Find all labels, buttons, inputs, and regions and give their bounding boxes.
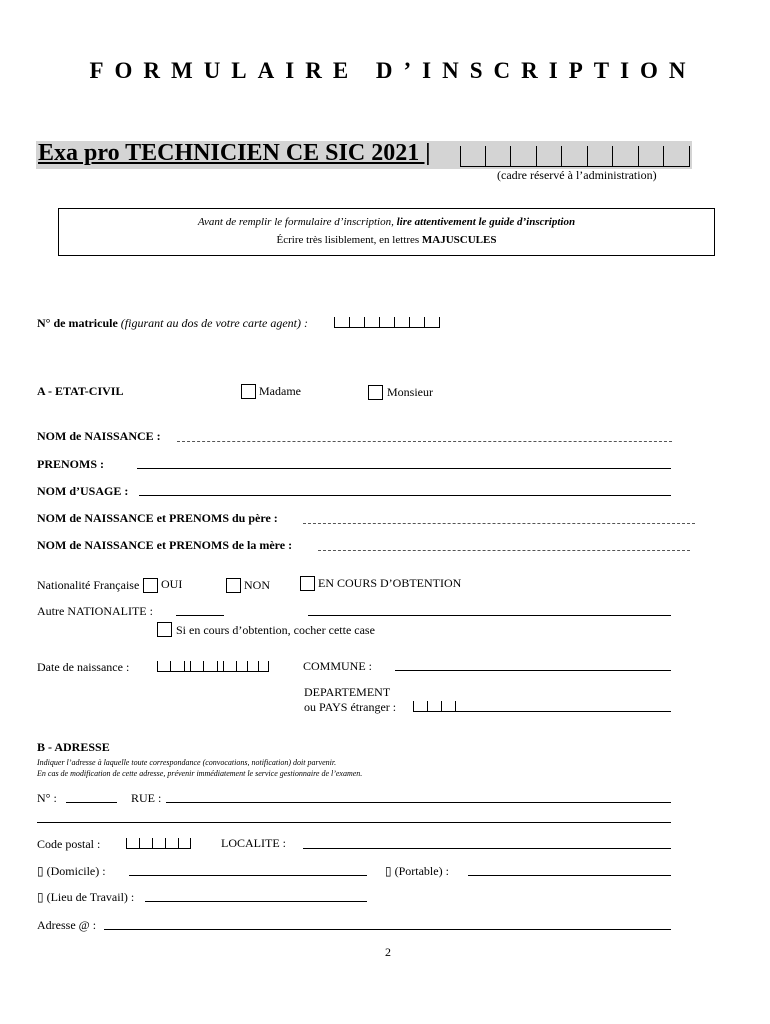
en-cours-checkbox[interactable] (300, 576, 315, 591)
pays-field[interactable] (456, 711, 671, 712)
matricule-hint: (figurant au dos de votre carte agent) : (117, 316, 308, 330)
rue-label: RUE : (131, 791, 162, 805)
lieu-travail-label (37, 890, 134, 905)
en-cours-label: EN COURS D’OBTENTION (318, 576, 462, 590)
adresse-note-1: Indiquer l’adresse à laquelle toute correspondance (convocations, notification) doit parvenir. (37, 758, 337, 767)
etat-civil-heading: A - ETAT-CIVIL (37, 384, 124, 398)
notice-emphasis: lire attentivement le guide d’inscription (396, 216, 576, 228)
nom-usage-field[interactable] (139, 495, 671, 496)
oui-checkbox[interactable] (143, 578, 158, 593)
portable-field[interactable] (468, 875, 671, 876)
localite-label: LOCALITE : (221, 836, 286, 850)
email-label: Adresse @ : (37, 918, 97, 932)
numero-field[interactable] (66, 802, 117, 803)
mobile-phone-icon: ▯ (385, 864, 392, 878)
rue-field[interactable] (166, 802, 671, 803)
prenoms-label: PRENOMS : (37, 457, 104, 471)
matricule-label-text: N° de matricule (37, 316, 118, 330)
domicile-field[interactable] (129, 875, 367, 876)
numero-label: N° : (37, 791, 57, 805)
adresse-note-2: En cas de modification de cette adresse, prévenir immédiatement le service gestionnaire de l’examen. (37, 769, 363, 778)
autre-nationalite-label: Autre NATIONALITE : (37, 604, 153, 618)
adresse-heading: B - ADRESSE (37, 740, 110, 754)
oui-label: OUI (161, 577, 183, 591)
matricule-label (37, 316, 308, 331)
prenoms-field[interactable] (137, 468, 671, 469)
domicile-label (37, 864, 106, 879)
form-title: FORMULAIRE D’INSCRIPTION (89, 58, 697, 83)
rue-field-continued[interactable] (37, 822, 671, 823)
lieu-travail-label-text: (Lieu de Travail) : (43, 890, 135, 904)
code-postal-boxes[interactable] (126, 838, 191, 849)
monsieur-checkbox[interactable] (368, 385, 383, 400)
madame-checkbox[interactable] (241, 384, 256, 399)
nom-usage-label: NOM d’USAGE : (37, 484, 129, 498)
mere-label: NOM de NAISSANCE et PRENOMS de la mère : (37, 538, 293, 552)
date-naissance-label: Date de naissance : (37, 660, 130, 674)
non-label: NON (244, 578, 270, 592)
lieu-travail-field[interactable] (145, 901, 367, 902)
pere-field[interactable] (303, 523, 695, 524)
pays-label: ou PAYS étranger : (304, 700, 397, 714)
departement-label: DEPARTEMENT (304, 685, 391, 699)
notice-text: Écrire très lisiblement, en lettres (276, 234, 422, 246)
phone-icon: ▯ (37, 864, 44, 878)
non-checkbox[interactable] (226, 578, 241, 593)
autre-nationalite-short-field[interactable] (176, 615, 224, 616)
mere-field[interactable] (318, 550, 690, 551)
admin-code-boxes[interactable] (460, 146, 690, 167)
portable-label-text: (Portable) : (391, 864, 449, 878)
si-en-cours-checkbox[interactable] (157, 622, 172, 637)
code-postal-label: Code postal : (37, 837, 101, 851)
madame-label: Madame (259, 384, 301, 398)
admin-note: (cadre réservé à l’administration) (497, 168, 657, 182)
notice-text: Avant de remplir le formulaire d’inscription, (197, 216, 397, 228)
date-naissance-boxes[interactable] (157, 661, 269, 672)
notice-emphasis: MAJUSCULES (421, 234, 497, 246)
notice-line-1 (59, 216, 714, 228)
si-en-cours-label: Si en cours d’obtention, cocher cette case (176, 623, 375, 637)
notice-box (58, 208, 715, 256)
nationalite-label: Nationalité Française (37, 578, 140, 592)
domicile-label-text: (Domicile) : (43, 864, 106, 878)
autre-nationalite-field[interactable] (308, 615, 671, 616)
commune-label: COMMUNE : (303, 659, 373, 673)
nom-naissance-label: NOM de NAISSANCE : (37, 429, 161, 443)
matricule-boxes[interactable] (334, 317, 440, 328)
exam-label: Exa pro TECHNICIEN CE SIC 2021 | (38, 140, 431, 166)
commune-field[interactable] (395, 670, 671, 671)
nom-naissance-field[interactable] (177, 441, 672, 442)
monsieur-label: Monsieur (387, 385, 433, 399)
departement-boxes[interactable] (413, 701, 456, 712)
pere-label: NOM de NAISSANCE et PRENOMS du père : (37, 511, 278, 525)
email-field[interactable] (104, 929, 671, 930)
portable-label (385, 864, 449, 879)
localite-field[interactable] (303, 848, 671, 849)
page-number: 2 (385, 945, 391, 959)
notice-line-2 (59, 234, 714, 246)
work-phone-icon: ▯ (37, 890, 44, 904)
